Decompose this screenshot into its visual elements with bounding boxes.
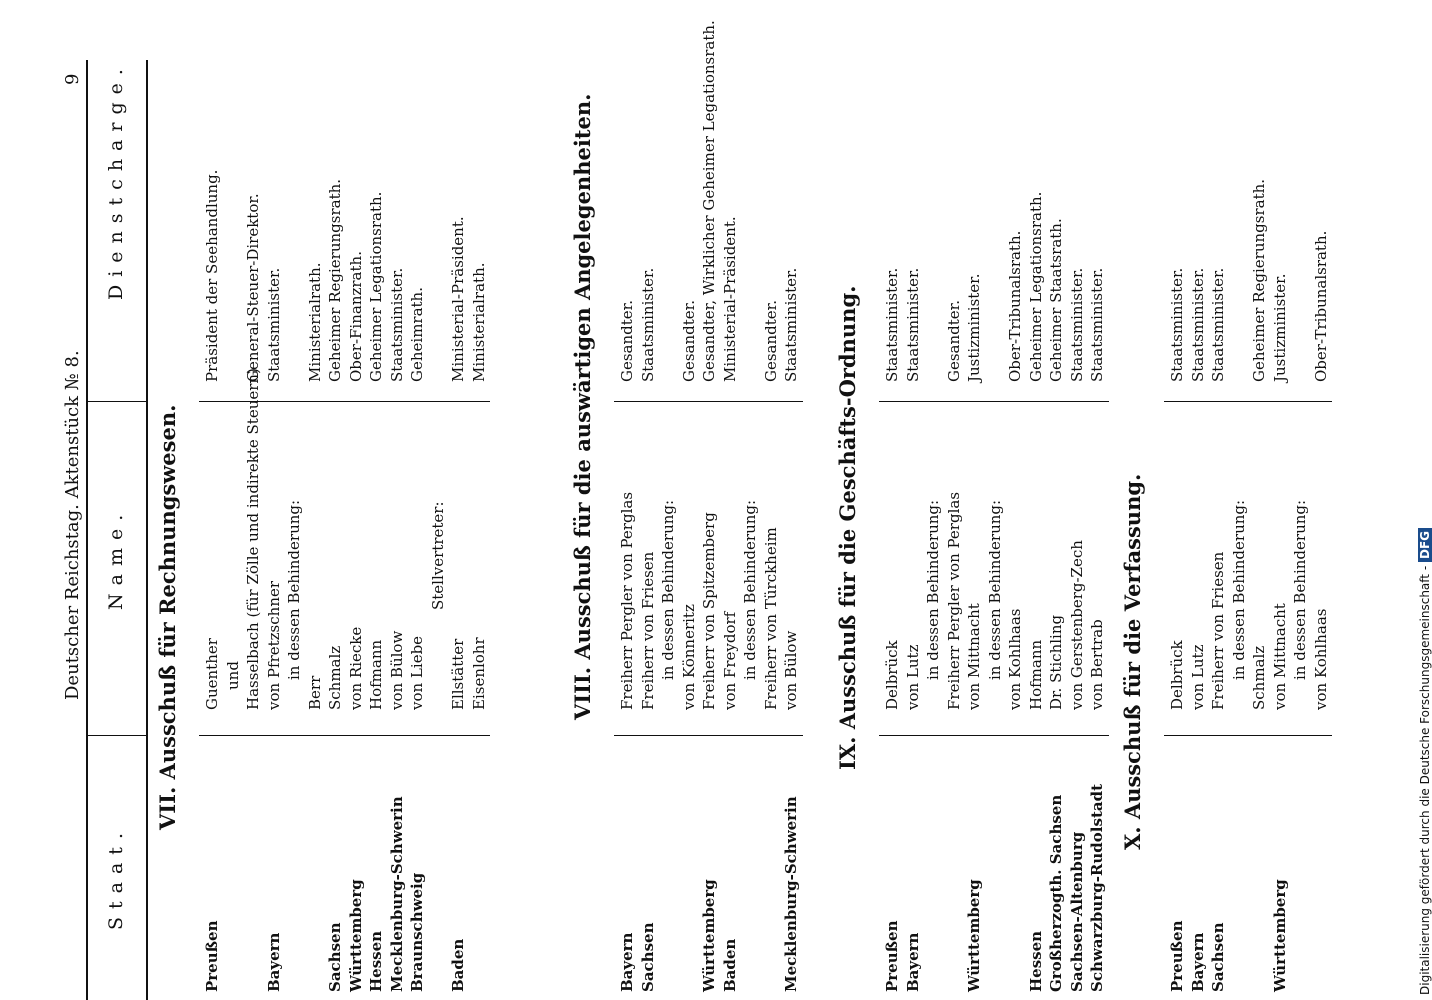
name-cell: von Bülow: [782, 630, 800, 710]
name-cell: von Riecke: [346, 626, 365, 710]
staat-cell: Preußen: [203, 920, 221, 992]
rank-cell: Ober-Tribunalsrath.: [1006, 230, 1024, 382]
column-rule: [1164, 401, 1332, 402]
rank-cell: Staatsminister.: [1188, 267, 1207, 382]
staat-cell: Bayern: [618, 932, 636, 992]
rank-cell: Staatsminister.: [782, 267, 800, 382]
name-cell: von Mittnacht: [1270, 603, 1289, 710]
staat-cell: Bayern: [1188, 932, 1207, 992]
name-cell: von Freydorf: [720, 611, 739, 710]
name-cell: von Lutz: [903, 644, 922, 710]
staat-cell: Großherzogth. Sachsen: [1047, 794, 1065, 992]
dfg-notice-text: Digitalisierung gefördert durch die Deutsche Forschungsgemeinschaft -: [1418, 565, 1432, 995]
column-rule: [199, 735, 490, 736]
staat-cell: Württemberg: [1270, 879, 1289, 992]
name-cell: Freiherr Pergler von Perglas: [618, 491, 636, 710]
rank-cell: Justizminister.: [1270, 273, 1289, 382]
name-cell: Freiherr Pergler von Perglas: [944, 491, 963, 710]
header-divider-1: [86, 735, 146, 736]
name-cell: Eisenlohr: [469, 637, 488, 710]
name-cell: Ellstätter: [449, 638, 467, 710]
column-rule: [614, 401, 803, 402]
name-cell: von Kohlhaas: [1006, 608, 1024, 710]
name-cell: Hofmann: [367, 639, 385, 710]
name-cell: Hasselbach (für Zölle und indirekte Steuern): [244, 368, 262, 710]
staat-cell: Bayern: [264, 932, 283, 992]
name-cell: in dessen Behinderung:: [741, 499, 759, 680]
section-title: IX. Ausschuß für die Geschäfts-Ordnung.: [835, 285, 860, 770]
column-rule: [879, 735, 1109, 736]
staat-cell: Mecklenburg-Schwerin: [387, 796, 406, 992]
name-cell: und: [223, 661, 242, 690]
rank-cell: Gesandter.: [679, 300, 698, 382]
name-cell: Schmalz: [326, 645, 344, 710]
staat-cell: Bayern: [903, 932, 922, 992]
document-title: Deutscher Reichstag. Aktenstück № 8.: [62, 350, 83, 700]
name-cell: in dessen Behinderung:: [924, 499, 942, 680]
name-cell: Delbrück: [883, 640, 901, 710]
staat-cell: Preußen: [883, 920, 901, 992]
rank-cell: Gesandter.: [944, 300, 963, 382]
rank-cell: Geheimer Legationsrath.: [1026, 191, 1045, 382]
rank-cell: Justizminister.: [965, 273, 983, 382]
column-rule: [614, 735, 803, 736]
staat-cell: Schwarzburg-Rudolstadt: [1088, 783, 1106, 992]
rank-cell: Gesandter.: [618, 300, 636, 382]
name-cell: in dessen Behinderung:: [1229, 499, 1248, 680]
rank-cell: Staatsminister.: [1168, 267, 1186, 382]
rank-cell: Ober-Finanzrath.: [346, 251, 365, 382]
rank-cell: Staatsminister.: [264, 267, 283, 382]
name-cell: Berr: [305, 675, 324, 710]
section-title: VIII. Ausschuß für die auswärtigen Angelegenheiten.: [570, 93, 595, 720]
rank-cell: Ministerial-Präsident.: [720, 216, 739, 382]
staat-cell: Württemberg: [700, 879, 718, 992]
name-cell: in dessen Behinderung:: [985, 499, 1004, 680]
rank-cell: Gesandter.: [761, 300, 780, 382]
rank-cell: Staatsminister.: [387, 267, 406, 382]
name-cell: von Könneritz: [679, 604, 698, 710]
staat-cell: Baden: [720, 938, 739, 992]
name-cell: von Lutz: [1188, 644, 1207, 710]
rank-cell: Ministerialrath.: [305, 262, 324, 382]
column-rule: [1164, 735, 1332, 736]
name-cell: Guenther: [203, 638, 221, 710]
staat-cell: Braunschweig: [408, 872, 426, 992]
staat-cell: Sachsen: [326, 922, 344, 992]
rank-cell: Geheimrath.: [408, 287, 426, 382]
section-title: VII. Ausschuß für Rechnungswesen.: [155, 404, 180, 830]
rank-cell: Staatsminister.: [1088, 267, 1106, 382]
name-cell: Freiherr von Friesen: [1209, 551, 1227, 710]
staat-cell: Württemberg: [346, 879, 365, 992]
staat-cell: Hessen: [367, 930, 385, 992]
rank-cell: General-Steuer-Direktor.: [244, 193, 262, 382]
name-cell: in dessen Behinderung:: [659, 499, 677, 680]
rank-cell: Ministerialrath.: [469, 262, 488, 382]
column-header-dienst: Dienstcharge.: [105, 61, 127, 300]
name-cell: von Pfretzschner: [264, 580, 283, 710]
rank-cell: Ober-Tribunalsrath.: [1311, 230, 1330, 382]
staat-cell: Baden: [449, 938, 467, 992]
column-rule: [879, 401, 1109, 402]
rank-cell: Staatsminister.: [638, 267, 657, 382]
rank-cell: Staatsminister.: [903, 267, 922, 382]
column-rule: [199, 401, 490, 402]
header-divider-2: [86, 401, 146, 402]
page-number: 9: [62, 73, 83, 85]
name-cell: von Liebe: [408, 635, 426, 710]
rank-cell: Geheimer Staatsrath.: [1047, 218, 1065, 382]
staat-cell: Sachsen: [1209, 922, 1227, 992]
column-header-name: Name.: [105, 506, 127, 610]
rank-cell: Staatsminister.: [1209, 267, 1227, 382]
header-rule: [146, 60, 148, 1000]
dfg-logo: DFG: [1418, 528, 1432, 562]
name-cell: Hofmann: [1026, 639, 1045, 710]
name-cell: Freiherr von Friesen: [638, 551, 657, 710]
rank-cell: Geheimer Regierungsrath.: [326, 178, 344, 382]
dfg-notice: [1418, 0, 1432, 995]
name-cell: Stellvertreter:: [428, 501, 447, 610]
name-cell: von Kohlhaas: [1311, 608, 1330, 710]
staat-cell: Preußen: [1168, 920, 1186, 992]
staat-cell: Württemberg: [965, 879, 983, 992]
rank-cell: Präsident der Seehandlung.: [203, 169, 221, 382]
name-cell: Dr. Stichling: [1047, 614, 1065, 710]
rank-cell: Staatsminister.: [883, 267, 901, 382]
rank-cell: Geheimer Legationsrath.: [367, 191, 385, 382]
name-cell: Freiherr von Spitzemberg: [700, 512, 718, 710]
name-cell: von Bertrab: [1088, 619, 1106, 710]
name-cell: von Bülow: [387, 630, 406, 710]
name-cell: in dessen Behinderung:: [1291, 499, 1309, 680]
name-cell: Schmalz: [1250, 645, 1268, 710]
staat-cell: Sachsen: [638, 922, 657, 992]
rank-cell: Ministerial-Präsident.: [449, 216, 467, 382]
staat-cell: Mecklenburg-Schwerin: [782, 796, 800, 992]
staat-cell: Sachsen-Altenburg: [1067, 831, 1086, 992]
top-rule: [86, 60, 88, 1000]
rank-cell: Gesandter, Wirklicher Geheimer Legationsrath.: [700, 20, 718, 382]
rank-cell: Geheimer Regierungsrath.: [1250, 178, 1268, 382]
name-cell: Freiherr von Türckheim: [761, 527, 780, 710]
section-title: X. Ausschuß für die Verfassung.: [1120, 473, 1145, 850]
name-cell: von Gerstenberg-Zech: [1067, 540, 1086, 710]
staat-cell: Hessen: [1026, 930, 1045, 992]
column-header-staat: Staat.: [105, 825, 127, 930]
name-cell: in dessen Behinderung:: [285, 499, 303, 680]
name-cell: von Mittnacht: [965, 603, 983, 710]
name-cell: Delbrück: [1168, 640, 1186, 710]
rank-cell: Staatsminister.: [1067, 267, 1086, 382]
